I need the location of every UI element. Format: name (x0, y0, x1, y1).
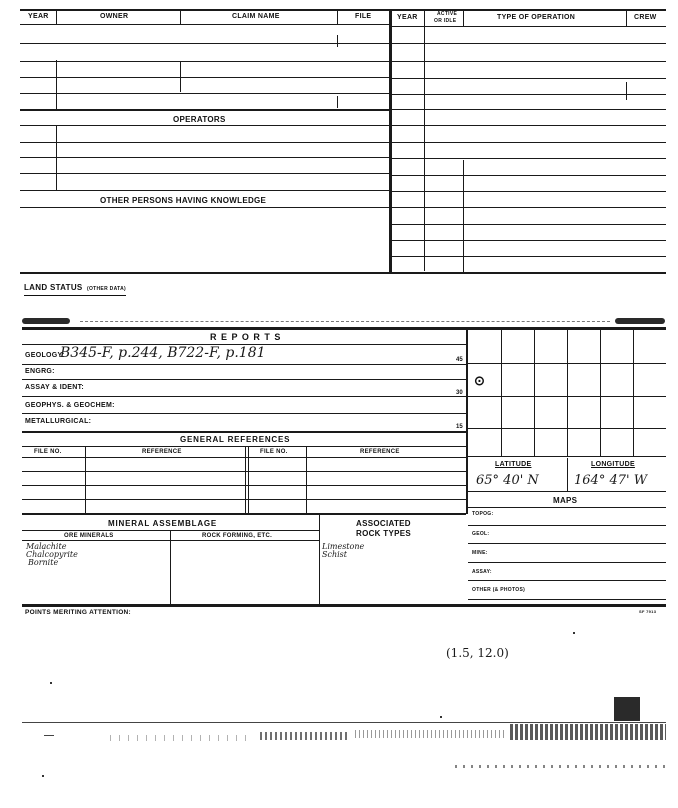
ops-row-line (392, 191, 666, 192)
grid-line-h (468, 363, 666, 364)
location-marker-icon: ⊙ (474, 373, 485, 388)
gen-ref-title-rule (22, 446, 466, 447)
operations-top-border (392, 9, 666, 11)
land-status-sub: (OTHER DATA) (87, 286, 126, 292)
col-year-header: YEAR (28, 13, 49, 20)
geophys-label: GEOPHYS. & GEOCHEM: (25, 402, 115, 409)
ore-mineral-entry: Malachite (26, 542, 67, 551)
rock-type-entry: Schist (322, 550, 347, 559)
sep (337, 35, 338, 47)
scan-speck (42, 775, 44, 777)
other-persons-label: OTHER PERSONS HAVING KNOWLEDGE (100, 196, 267, 205)
reports-top-border (22, 327, 666, 330)
maps-assay: ASSAY: (472, 569, 492, 575)
scan-speck (440, 716, 442, 718)
grid-line-v (633, 330, 634, 456)
ops-col-active-header-1: ACTIVE (437, 11, 458, 17)
col-claim-name-header: CLAIM NAME (232, 13, 280, 20)
ore-minerals-label: ORE MINERALS (64, 533, 114, 539)
ops-row-line (392, 61, 666, 62)
grid-line-v (600, 330, 601, 456)
latitude-label: LATITUDE (495, 461, 532, 468)
maps-title: MAPS (553, 496, 578, 505)
scan-artifact-dash (44, 735, 54, 736)
gen-ref-header-rule (22, 457, 466, 458)
sep (337, 96, 338, 108)
sep (306, 447, 307, 514)
owner-row-line (20, 109, 390, 111)
grid-line-h (468, 456, 666, 457)
ops-row-line (392, 125, 666, 126)
ops-row-line (392, 240, 666, 241)
sep (319, 514, 320, 605)
ownership-header-rule (20, 24, 392, 25)
maps-row-line (468, 543, 666, 544)
report-row-line (22, 413, 466, 414)
grid-line-v (534, 330, 535, 456)
sep (85, 447, 86, 514)
sep (56, 60, 57, 109)
ops-row-line (392, 158, 666, 159)
metallurgical-num: 15 (456, 424, 463, 430)
ops-row-line (392, 207, 666, 208)
latitude-value: 65° 40' N (476, 473, 539, 488)
maps-row-line (468, 580, 666, 581)
metallurgical-label: METALLURGICAL: (25, 418, 92, 425)
scan-artifact-noise (510, 724, 666, 740)
reports-right-divider (466, 330, 468, 514)
owner-row-line (20, 61, 390, 62)
operations-header-rule (392, 26, 666, 27)
associated-label-1: ASSOCIATED (356, 519, 411, 528)
ops-col-active-header-2: OR IDLE (434, 18, 457, 24)
col-owner-header: OWNER (100, 13, 129, 20)
associated-label-2: ROCK TYPES (356, 529, 412, 538)
sep (424, 9, 425, 271)
maps-other: OTHER (& PHOTOS) (472, 587, 526, 593)
ops-col-year-header: YEAR (397, 14, 418, 21)
sep (180, 9, 181, 24)
owner-row-line (20, 93, 390, 94)
maps-rule (468, 507, 666, 508)
grid-line-h (468, 396, 666, 397)
geology-value: B345-F, p.244, B722-F, p.181 (60, 345, 266, 361)
center-divider (389, 9, 392, 273)
gen-ref-reference-1: REFERENCE (142, 449, 182, 455)
land-status-label: LAND STATUS (24, 283, 83, 292)
grid-line-v (567, 330, 568, 456)
rock-type-entry: Limestone (322, 542, 365, 551)
sep (170, 530, 171, 605)
form-bottom-border (22, 604, 666, 607)
grid-line-h (468, 428, 666, 429)
gen-ref-bottom-line (22, 513, 466, 515)
other-persons-rule (20, 207, 390, 208)
ops-row-line (392, 43, 666, 44)
gen-ref-row-line (22, 499, 466, 500)
owner-row-line (20, 43, 390, 44)
maps-row-line (468, 562, 666, 563)
maps-topog: TOPOG: (472, 511, 494, 517)
col-file-header: FILE (355, 13, 372, 20)
geology-num: 45 (456, 357, 463, 363)
rock-forming-label: ROCK FORMING, ETC. (202, 533, 273, 539)
general-references-title: GENERAL REFERENCES (180, 435, 291, 444)
scan-speck (50, 682, 52, 684)
ore-mineral-entry: Chalcopyrite (26, 550, 78, 559)
sep (248, 447, 249, 514)
longitude-label: LONGITUDE (591, 461, 635, 468)
engrg-label: ENGRG: (25, 368, 55, 375)
ops-col-crew-header: CREW (634, 14, 657, 21)
operators-rule (20, 125, 390, 126)
sep (245, 447, 246, 514)
operator-row-line (20, 142, 390, 143)
form-code: SF 7913 (639, 609, 657, 614)
ops-row-line (392, 142, 666, 143)
ops-row-line (392, 256, 666, 257)
owner-row-line (20, 77, 390, 78)
ops-row-line (392, 94, 666, 95)
gen-ref-file-no-2: FILE NO. (260, 449, 288, 455)
scan-artifact-block (614, 697, 640, 721)
ops-row-line (392, 224, 666, 225)
scan-artifact-noise (455, 765, 665, 768)
ore-mineral-entry: Bornite (28, 558, 59, 567)
grid-line-v (501, 330, 502, 456)
ops-col-type-header: TYPE OF OPERATION (497, 14, 576, 21)
gen-ref-file-no-1: FILE NO. (34, 449, 62, 455)
longitude-value: 164° 47' W (574, 473, 648, 488)
operator-row-line (20, 173, 390, 174)
scan-smudge (22, 318, 70, 324)
maps-row-line (468, 599, 666, 600)
scan-artifact-noise (355, 730, 505, 738)
land-status-heading (24, 277, 126, 296)
points-meriting-attention-label: POINTS MERITING ATTENTION: (25, 609, 132, 616)
ops-bottom-line (392, 272, 666, 274)
ops-row-line (392, 109, 666, 110)
ops-row-line (392, 78, 666, 79)
scan-artifact-noise (260, 732, 350, 740)
sep (56, 9, 57, 24)
scan-artifact-line (22, 722, 666, 723)
gen-ref-row-line (22, 471, 466, 472)
coordinates-note: (1.5, 12.0) (446, 646, 509, 660)
maps-mine: MINE: (472, 550, 488, 556)
assay-num: 30 (456, 390, 463, 396)
sep (626, 9, 627, 27)
mineral-assemblage-title: MINERAL ASSEMBLAGE (108, 519, 218, 528)
ops-row-line (392, 175, 666, 176)
report-row-line (22, 396, 466, 397)
geology-label: GEOLOGY: (25, 352, 65, 359)
sep (337, 9, 338, 24)
coords-rule (468, 491, 666, 492)
report-row-line (22, 364, 466, 365)
operator-row-line (20, 190, 390, 191)
operator-row-line (20, 157, 390, 158)
sep (626, 82, 627, 100)
sep (180, 62, 181, 92)
gen-ref-reference-2: REFERENCE (360, 449, 400, 455)
scan-speck (573, 632, 575, 634)
scan-artifact-noise (110, 735, 250, 741)
sep (56, 126, 57, 190)
top-section-bottom (20, 272, 392, 274)
assay-ident-label: ASSAY & IDENT: (25, 384, 85, 391)
maps-geol: GEOL: (472, 531, 490, 537)
report-row-line (22, 431, 466, 433)
gen-ref-row-line (22, 485, 466, 486)
scan-smudge (615, 318, 665, 324)
maps-row-line (468, 525, 666, 526)
scan-dash (80, 321, 610, 322)
reports-title: R E P O R T S (210, 332, 282, 342)
operators-label: OPERATORS (173, 115, 226, 124)
report-row-line (22, 379, 466, 380)
sep (567, 458, 568, 492)
sep (463, 9, 464, 27)
